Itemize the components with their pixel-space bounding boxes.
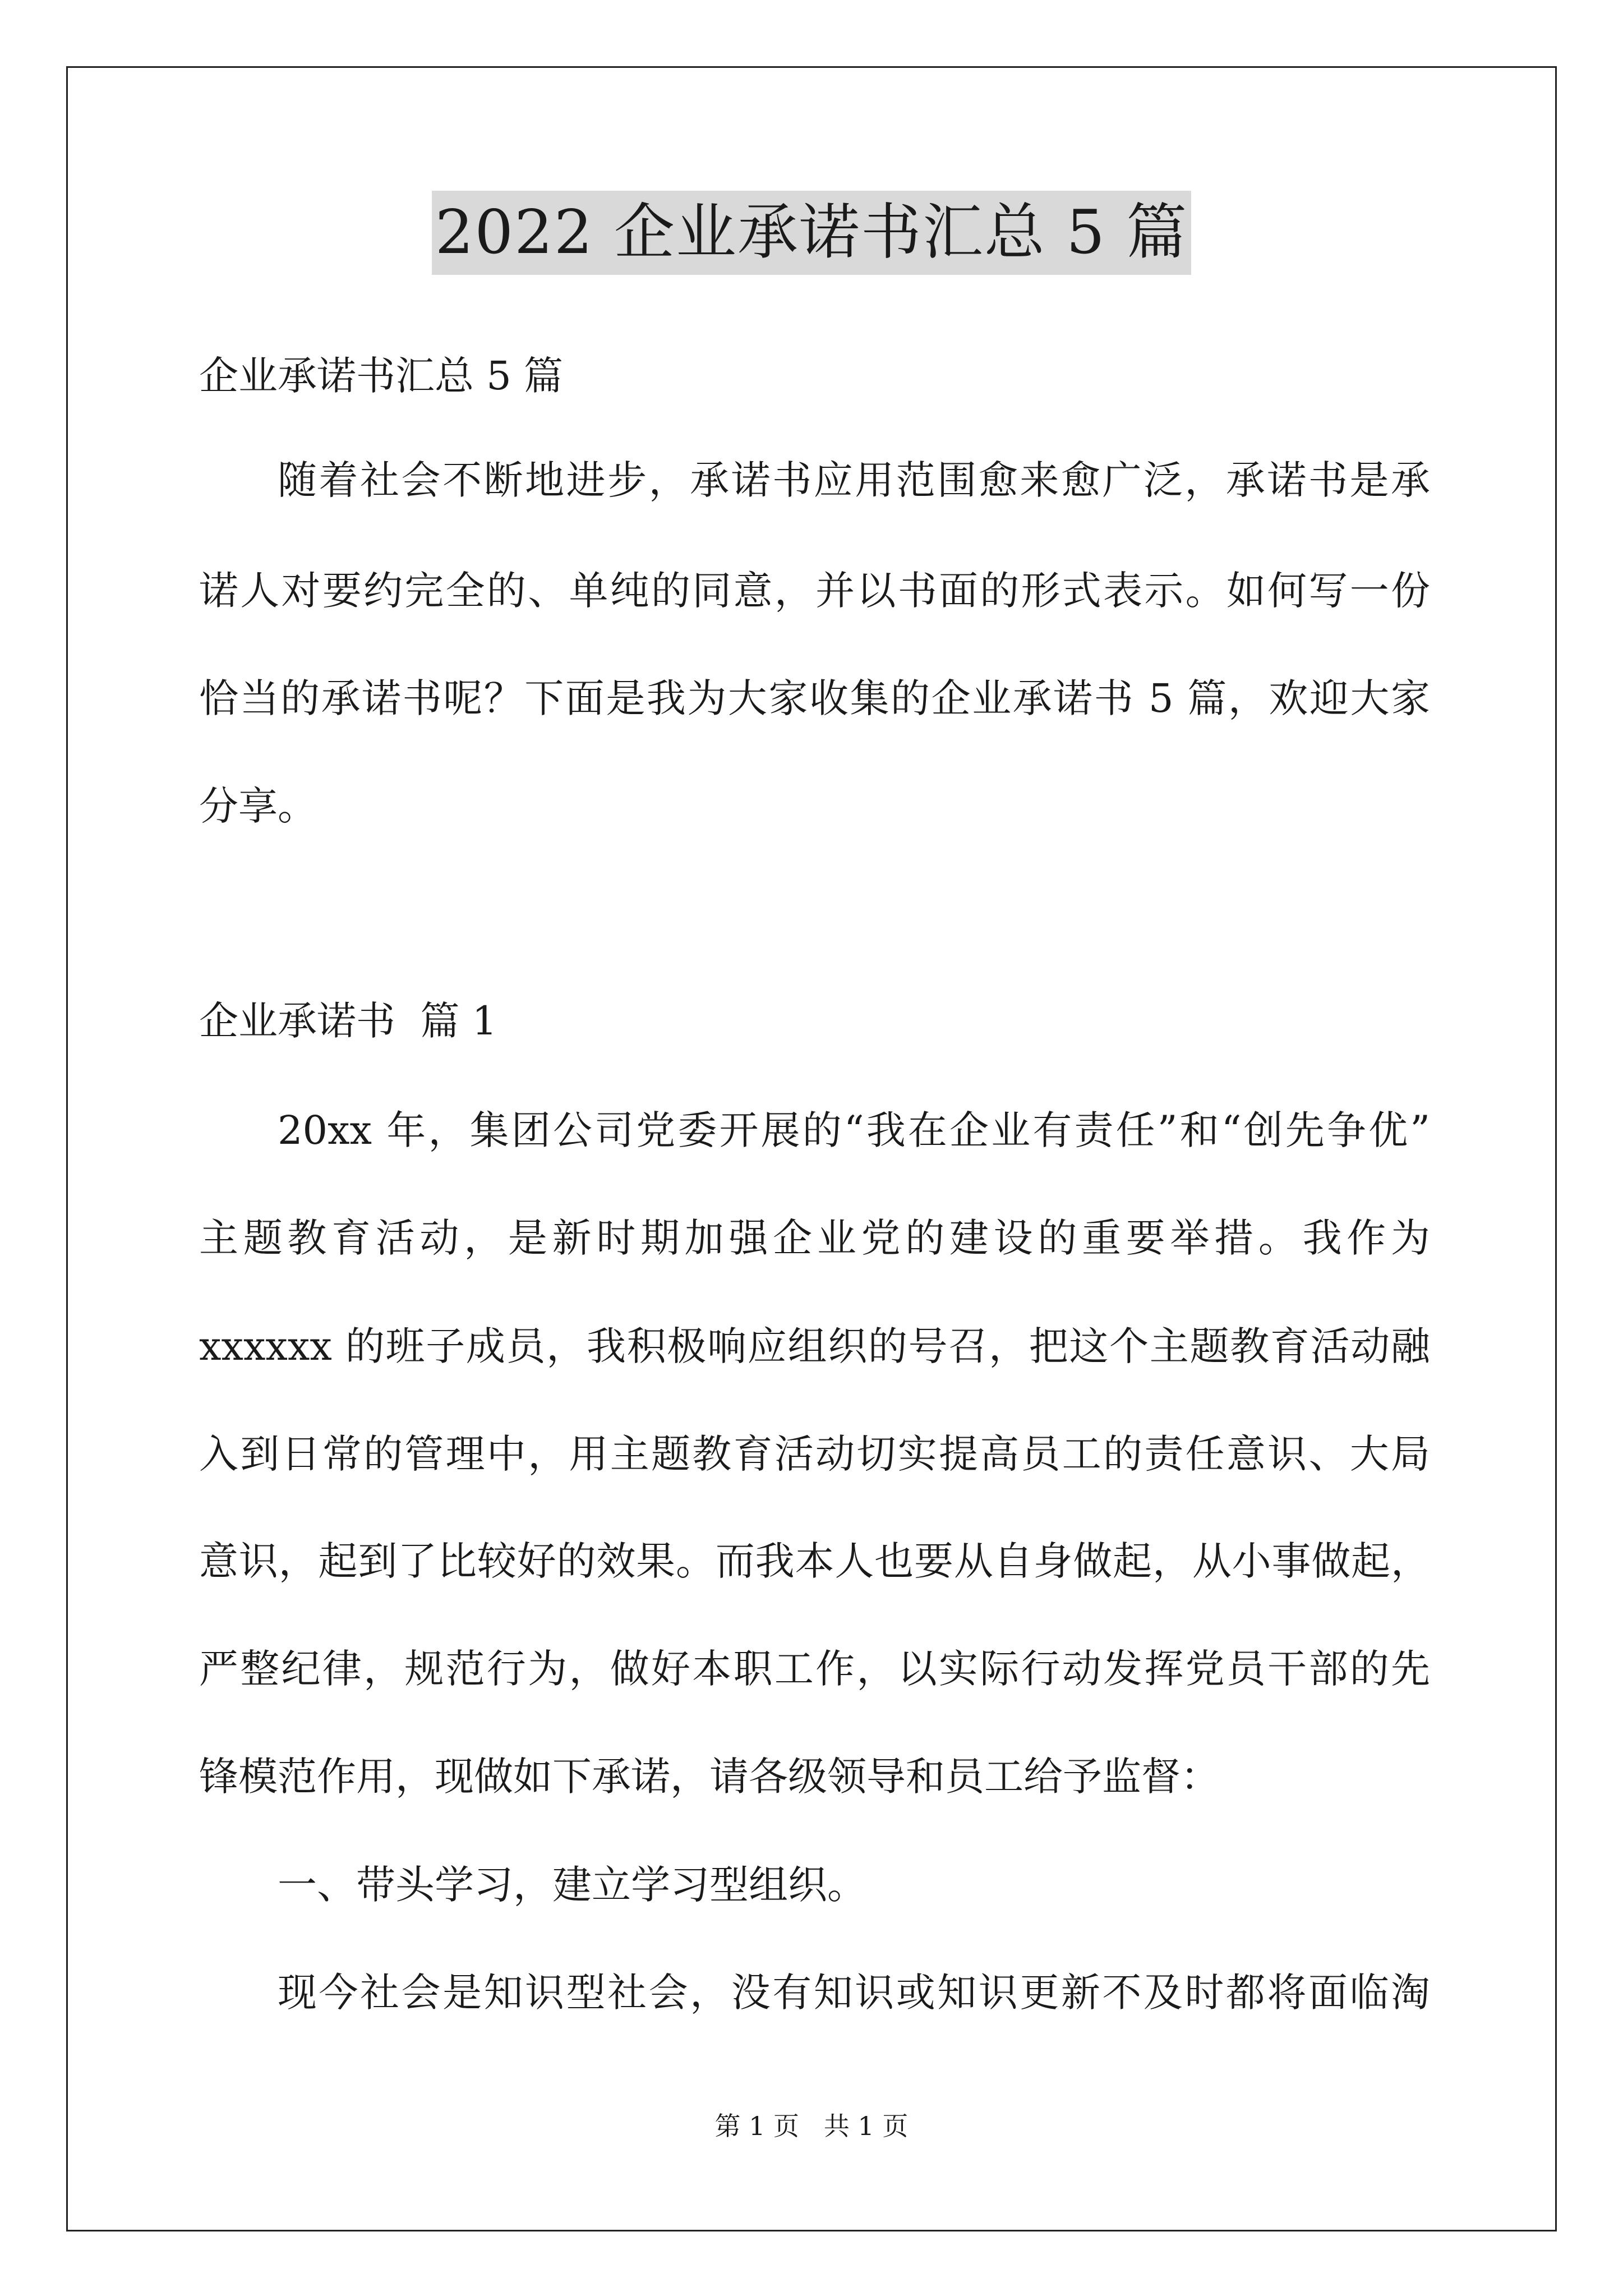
body-line: 锋模范作用，现做如下承诺，请各级领导和员工给予监督：: [199, 1754, 1220, 1800]
intro-line: 随着社会不断地进步，承诺书应用范围愈来愈广泛，承诺书是承: [278, 457, 1430, 503]
document-subtitle: 企业承诺书汇总 5 篇: [199, 353, 564, 399]
body-line: 意识，起到了比较好的效果。而我本人也要从自身做起，从小事做起，: [199, 1538, 1430, 1584]
body-line: 20xx 年，集团公司党委开展的“我在企业有责任”和“创先争优”: [278, 1107, 1430, 1153]
body-line: xxxxxx 的班子成员，我积极响应组织的号召，把这个主题教育活动融: [199, 1323, 1430, 1369]
section-heading: 企业承诺书 篇 1: [199, 998, 497, 1044]
document-title: 2022 企业承诺书汇总 5 篇: [432, 191, 1192, 275]
title-container: [0, 191, 1623, 275]
body-line: 主题教育活动，是新时期加强企业党的建设的重要举措。我作为: [199, 1215, 1430, 1261]
point-heading: 一、带头学习，建立学习型组织。: [278, 1862, 866, 1908]
intro-line: 分享。: [199, 783, 317, 829]
body-line: 严整纪律，规范行为，做好本职工作，以实际行动发挥党员干部的先: [199, 1646, 1430, 1692]
point-text: 现今社会是知识型社会，没有知识或知识更新不及时都将面临淘: [278, 1970, 1430, 2016]
intro-line: 诺人对要约完全的、单纯的同意，并以书面的形式表示。如何写一份: [199, 568, 1430, 614]
body-line: 入到日常的管理中，用主题教育活动切实提高员工的责任意识、大局: [199, 1431, 1430, 1477]
page-footer: 第 1 页 共 1 页: [714, 2111, 909, 2141]
intro-line: 恰当的承诺书呢？下面是我为大家收集的企业承诺书 5 篇，欢迎大家: [199, 675, 1430, 721]
